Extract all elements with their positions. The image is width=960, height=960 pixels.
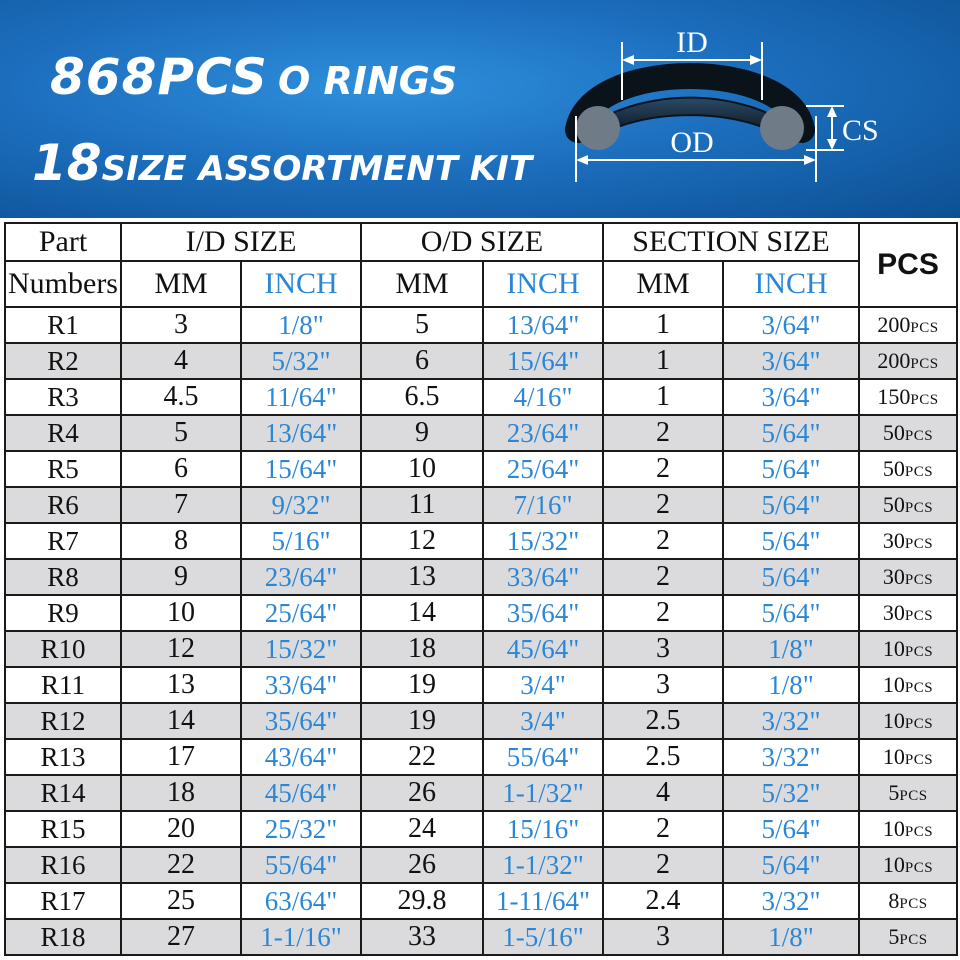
- cs-inch-cell: 3/32": [723, 883, 859, 919]
- od-size-header: O/D SIZE: [361, 223, 603, 261]
- pcs-cell: [859, 523, 957, 559]
- cs-mm-cell: 2: [603, 811, 723, 847]
- id-mm-cell: 13: [121, 667, 241, 703]
- id-label: ID: [676, 26, 708, 59]
- cs-inch-cell: 3/64": [723, 343, 859, 379]
- table-row: [5, 847, 957, 883]
- cs-inch-cell: 5/64": [723, 487, 859, 523]
- table-row: [5, 667, 957, 703]
- id-mm-cell: 20: [121, 811, 241, 847]
- table-row: [5, 523, 957, 559]
- pcs-cell: [859, 559, 957, 595]
- id-mm-cell: 7: [121, 487, 241, 523]
- part-number-cell: R6: [5, 487, 121, 523]
- od-arrow-right: [804, 155, 816, 165]
- pcs-count: 10: [882, 708, 905, 733]
- pcs-count: 10: [882, 852, 905, 877]
- cs-mm-cell: 2: [603, 847, 723, 883]
- od-mm-cell: 10: [361, 451, 483, 487]
- pcs-count: 50: [882, 492, 905, 517]
- table-row: [5, 811, 957, 847]
- pcs-cell: [859, 883, 957, 919]
- pcs-count: 10: [882, 744, 905, 769]
- cs-inch-cell: 5/64": [723, 811, 859, 847]
- id-mm-cell: 18: [121, 775, 241, 811]
- title-line-1: [50, 48, 457, 106]
- id-mm-cell: 5: [121, 415, 241, 451]
- od-inch-cell: 13/64": [483, 307, 603, 343]
- cs-mm-cell: 1: [603, 307, 723, 343]
- id-inch-cell: 43/64": [241, 739, 361, 775]
- od-inch-cell: 23/64": [483, 415, 603, 451]
- od-mm-cell: 12: [361, 523, 483, 559]
- pcs-unit: PCS: [899, 788, 928, 804]
- pcs-unit: PCS: [910, 392, 939, 408]
- cs-inch-cell: 5/64": [723, 415, 859, 451]
- table-row: [5, 379, 957, 415]
- od-mm-cell: 22: [361, 739, 483, 775]
- id-inch-cell: 33/64": [241, 667, 361, 703]
- pcs-count: 150: [877, 384, 911, 409]
- od-inch-cell: 1-5/16": [483, 919, 603, 955]
- title-count: 868PCS: [50, 48, 268, 106]
- pcs-cell: [859, 451, 957, 487]
- od-inch-cell: 25/64": [483, 451, 603, 487]
- part-number-cell: R10: [5, 631, 121, 667]
- id-inch-cell: 25/32": [241, 811, 361, 847]
- table-row: [5, 703, 957, 739]
- part-number-cell: R17: [5, 883, 121, 919]
- title-kit: SIZE ASSORTMENT KIT: [101, 149, 533, 189]
- cs-mm-cell: 3: [603, 919, 723, 955]
- od-mm-cell: 18: [361, 631, 483, 667]
- part-number-cell: R4: [5, 415, 121, 451]
- cs-mm-cell: 1: [603, 343, 723, 379]
- id-inch-cell: 63/64": [241, 883, 361, 919]
- cs-inch-cell: 5/64": [723, 451, 859, 487]
- od-mm-cell: 19: [361, 703, 483, 739]
- table-row: [5, 595, 957, 631]
- o-ring-dimension-diagram: [560, 20, 920, 210]
- pcs-cell: [859, 343, 957, 379]
- cs-mm-header: MM: [603, 261, 723, 307]
- table-row: [5, 883, 957, 919]
- pcs-cell: [859, 379, 957, 415]
- pcs-cell: [859, 919, 957, 955]
- title-size-count: 18: [32, 134, 102, 192]
- id-inch-cell: 13/64": [241, 415, 361, 451]
- id-mm-cell: 14: [121, 703, 241, 739]
- od-inch-cell: 1-1/32": [483, 847, 603, 883]
- cs-inch-cell: 3/64": [723, 307, 859, 343]
- part-number-cell: R7: [5, 523, 121, 559]
- cs-inch-cell: 5/64": [723, 523, 859, 559]
- id-mm-cell: 12: [121, 631, 241, 667]
- id-arrow-left: [622, 55, 634, 65]
- id-mm-cell: 8: [121, 523, 241, 559]
- table-row: [5, 307, 957, 343]
- pcs-cell: [859, 811, 957, 847]
- od-mm-cell: 9: [361, 415, 483, 451]
- part-number-cell: R2: [5, 343, 121, 379]
- header-row-units: [5, 261, 957, 307]
- pcs-unit: PCS: [904, 500, 934, 516]
- id-inch-cell: 23/64": [241, 559, 361, 595]
- pcs-unit: PCS: [910, 356, 939, 372]
- pcs-count: 10: [882, 672, 905, 697]
- cs-arrow-top: [827, 106, 837, 117]
- pcs-count: 5: [888, 780, 900, 805]
- cs-inch-cell: 5/64": [723, 559, 859, 595]
- part-number-cell: R15: [5, 811, 121, 847]
- od-mm-cell: 33: [361, 919, 483, 955]
- pcs-count: 10: [882, 636, 905, 661]
- cs-mm-cell: 2.4: [603, 883, 723, 919]
- header-banner: [0, 0, 960, 218]
- cs-mm-cell: 1: [603, 379, 723, 415]
- od-inch-cell: 55/64": [483, 739, 603, 775]
- cs-mm-cell: 2: [603, 595, 723, 631]
- id-arrow-right: [750, 55, 762, 65]
- cs-mm-cell: 2: [603, 523, 723, 559]
- od-inch-cell: 7/16": [483, 487, 603, 523]
- pcs-unit: PCS: [910, 320, 939, 336]
- od-inch-cell: 15/32": [483, 523, 603, 559]
- section-size-header: SECTION SIZE: [603, 223, 859, 261]
- id-mm-cell: 4: [121, 343, 241, 379]
- id-mm-header: MM: [121, 261, 241, 307]
- header-row-groups: [5, 223, 957, 261]
- od-mm-cell: 26: [361, 775, 483, 811]
- cs-inch-cell: 5/64": [723, 847, 859, 883]
- od-mm-cell: 19: [361, 667, 483, 703]
- o-ring-section-left: [576, 106, 620, 150]
- id-mm-cell: 4.5: [121, 379, 241, 415]
- od-label: OD: [670, 126, 714, 159]
- pcs-count: 30: [882, 564, 905, 589]
- pcs-count: 10: [882, 816, 905, 841]
- cs-mm-cell: 2.5: [603, 739, 723, 775]
- id-inch-cell: 15/64": [241, 451, 361, 487]
- pcs-cell: [859, 631, 957, 667]
- id-inch-cell: 1/8": [241, 307, 361, 343]
- table-row: [5, 775, 957, 811]
- id-mm-cell: 6: [121, 451, 241, 487]
- od-mm-cell: 6: [361, 343, 483, 379]
- cs-inch-cell: 3/64": [723, 379, 859, 415]
- table-row: [5, 415, 957, 451]
- id-inch-cell: 55/64": [241, 847, 361, 883]
- cs-inch-cell: 1/8": [723, 667, 859, 703]
- pcs-count: 50: [882, 456, 905, 481]
- table-row: [5, 631, 957, 667]
- table-row: [5, 451, 957, 487]
- pcs-header: PCS: [859, 223, 957, 307]
- pcs-unit: PCS: [904, 860, 934, 876]
- cs-mm-cell: 2: [603, 451, 723, 487]
- pcs-count: 200: [877, 312, 911, 337]
- cs-mm-cell: 3: [603, 667, 723, 703]
- od-mm-cell: 6.5: [361, 379, 483, 415]
- part-number-cell: R14: [5, 775, 121, 811]
- id-mm-cell: 25: [121, 883, 241, 919]
- id-inch-header: INCH: [241, 261, 361, 307]
- table-body: [5, 307, 957, 955]
- size-table: [4, 222, 958, 956]
- title-line-2: [32, 134, 532, 192]
- pcs-unit: PCS: [904, 536, 934, 552]
- cs-inch-header: INCH: [723, 261, 859, 307]
- cs-mm-cell: 2: [603, 559, 723, 595]
- part-number-cell: R16: [5, 847, 121, 883]
- id-mm-cell: 22: [121, 847, 241, 883]
- cs-mm-cell: 3: [603, 631, 723, 667]
- id-mm-cell: 17: [121, 739, 241, 775]
- table-row: [5, 343, 957, 379]
- pcs-unit: PCS: [904, 752, 934, 768]
- pcs-count: 8: [888, 888, 900, 913]
- od-inch-cell: 15/16": [483, 811, 603, 847]
- part-number-cell: R11: [5, 667, 121, 703]
- pcs-cell: [859, 415, 957, 451]
- od-mm-cell: 26: [361, 847, 483, 883]
- id-inch-cell: 1-1/16": [241, 919, 361, 955]
- part-header-line2: Numbers: [5, 261, 121, 307]
- pcs-unit: PCS: [904, 608, 934, 624]
- part-number-cell: R12: [5, 703, 121, 739]
- od-mm-cell: 5: [361, 307, 483, 343]
- pcs-count: 30: [882, 600, 905, 625]
- od-inch-header: INCH: [483, 261, 603, 307]
- cs-mm-cell: 2.5: [603, 703, 723, 739]
- id-inch-cell: 15/32": [241, 631, 361, 667]
- part-header-line1: Part: [5, 223, 121, 261]
- id-inch-cell: 9/32": [241, 487, 361, 523]
- cs-inch-cell: 5/64": [723, 595, 859, 631]
- cs-inch-cell: 1/8": [723, 631, 859, 667]
- title-product: O RINGS: [277, 59, 458, 103]
- cs-inch-cell: 1/8": [723, 919, 859, 955]
- id-inch-cell: 5/32": [241, 343, 361, 379]
- id-inch-cell: 35/64": [241, 703, 361, 739]
- pcs-cell: [859, 739, 957, 775]
- od-inch-cell: 3/4": [483, 703, 603, 739]
- cs-mm-cell: 2: [603, 415, 723, 451]
- pcs-cell: [859, 775, 957, 811]
- pcs-cell: [859, 667, 957, 703]
- od-mm-header: MM: [361, 261, 483, 307]
- pcs-cell: [859, 595, 957, 631]
- pcs-count: 200: [877, 348, 911, 373]
- pcs-cell: [859, 703, 957, 739]
- od-mm-cell: 29.8: [361, 883, 483, 919]
- part-number-cell: R1: [5, 307, 121, 343]
- id-mm-cell: 10: [121, 595, 241, 631]
- cs-inch-cell: 5/32": [723, 775, 859, 811]
- o-ring-section-right: [760, 106, 804, 150]
- pcs-unit: PCS: [904, 716, 934, 732]
- od-inch-cell: 33/64": [483, 559, 603, 595]
- pcs-unit: PCS: [904, 644, 934, 660]
- part-number-cell: R5: [5, 451, 121, 487]
- pcs-unit: PCS: [904, 572, 934, 588]
- pcs-cell: [859, 307, 957, 343]
- part-number-cell: R9: [5, 595, 121, 631]
- part-number-cell: R8: [5, 559, 121, 595]
- part-number-cell: R13: [5, 739, 121, 775]
- od-mm-cell: 13: [361, 559, 483, 595]
- pcs-unit: PCS: [904, 464, 934, 480]
- id-mm-cell: 3: [121, 307, 241, 343]
- table-row: [5, 559, 957, 595]
- pcs-count: 30: [882, 528, 905, 553]
- od-inch-cell: 45/64": [483, 631, 603, 667]
- pcs-unit: PCS: [904, 680, 934, 696]
- id-mm-cell: 27: [121, 919, 241, 955]
- part-number-cell: R18: [5, 919, 121, 955]
- od-mm-cell: 14: [361, 595, 483, 631]
- od-inch-cell: 1-1/32": [483, 775, 603, 811]
- pcs-cell: [859, 487, 957, 523]
- od-mm-cell: 11: [361, 487, 483, 523]
- pcs-unit: PCS: [899, 932, 928, 948]
- table-row: [5, 739, 957, 775]
- pcs-unit: PCS: [899, 896, 928, 912]
- id-size-header: I/D SIZE: [121, 223, 361, 261]
- pcs-count: 50: [882, 420, 905, 445]
- part-number-cell: R3: [5, 379, 121, 415]
- pcs-unit: PCS: [904, 824, 934, 840]
- cs-mm-cell: 2: [603, 487, 723, 523]
- cs-arrow-bottom: [827, 139, 837, 150]
- id-inch-cell: 45/64": [241, 775, 361, 811]
- table-row: [5, 919, 957, 955]
- od-inch-cell: 1-11/64": [483, 883, 603, 919]
- pcs-unit: PCS: [904, 428, 934, 444]
- od-inch-cell: 35/64": [483, 595, 603, 631]
- od-inch-cell: 15/64": [483, 343, 603, 379]
- pcs-count: 5: [888, 924, 900, 949]
- id-inch-cell: 11/64": [241, 379, 361, 415]
- od-arrow-left: [576, 155, 588, 165]
- cs-label: CS: [842, 114, 879, 147]
- cs-inch-cell: 3/32": [723, 703, 859, 739]
- id-mm-cell: 9: [121, 559, 241, 595]
- cs-mm-cell: 4: [603, 775, 723, 811]
- od-mm-cell: 24: [361, 811, 483, 847]
- id-inch-cell: 25/64": [241, 595, 361, 631]
- cs-inch-cell: 3/32": [723, 739, 859, 775]
- id-inch-cell: 5/16": [241, 523, 361, 559]
- table-row: [5, 487, 957, 523]
- pcs-cell: [859, 847, 957, 883]
- od-inch-cell: 4/16": [483, 379, 603, 415]
- od-inch-cell: 3/4": [483, 667, 603, 703]
